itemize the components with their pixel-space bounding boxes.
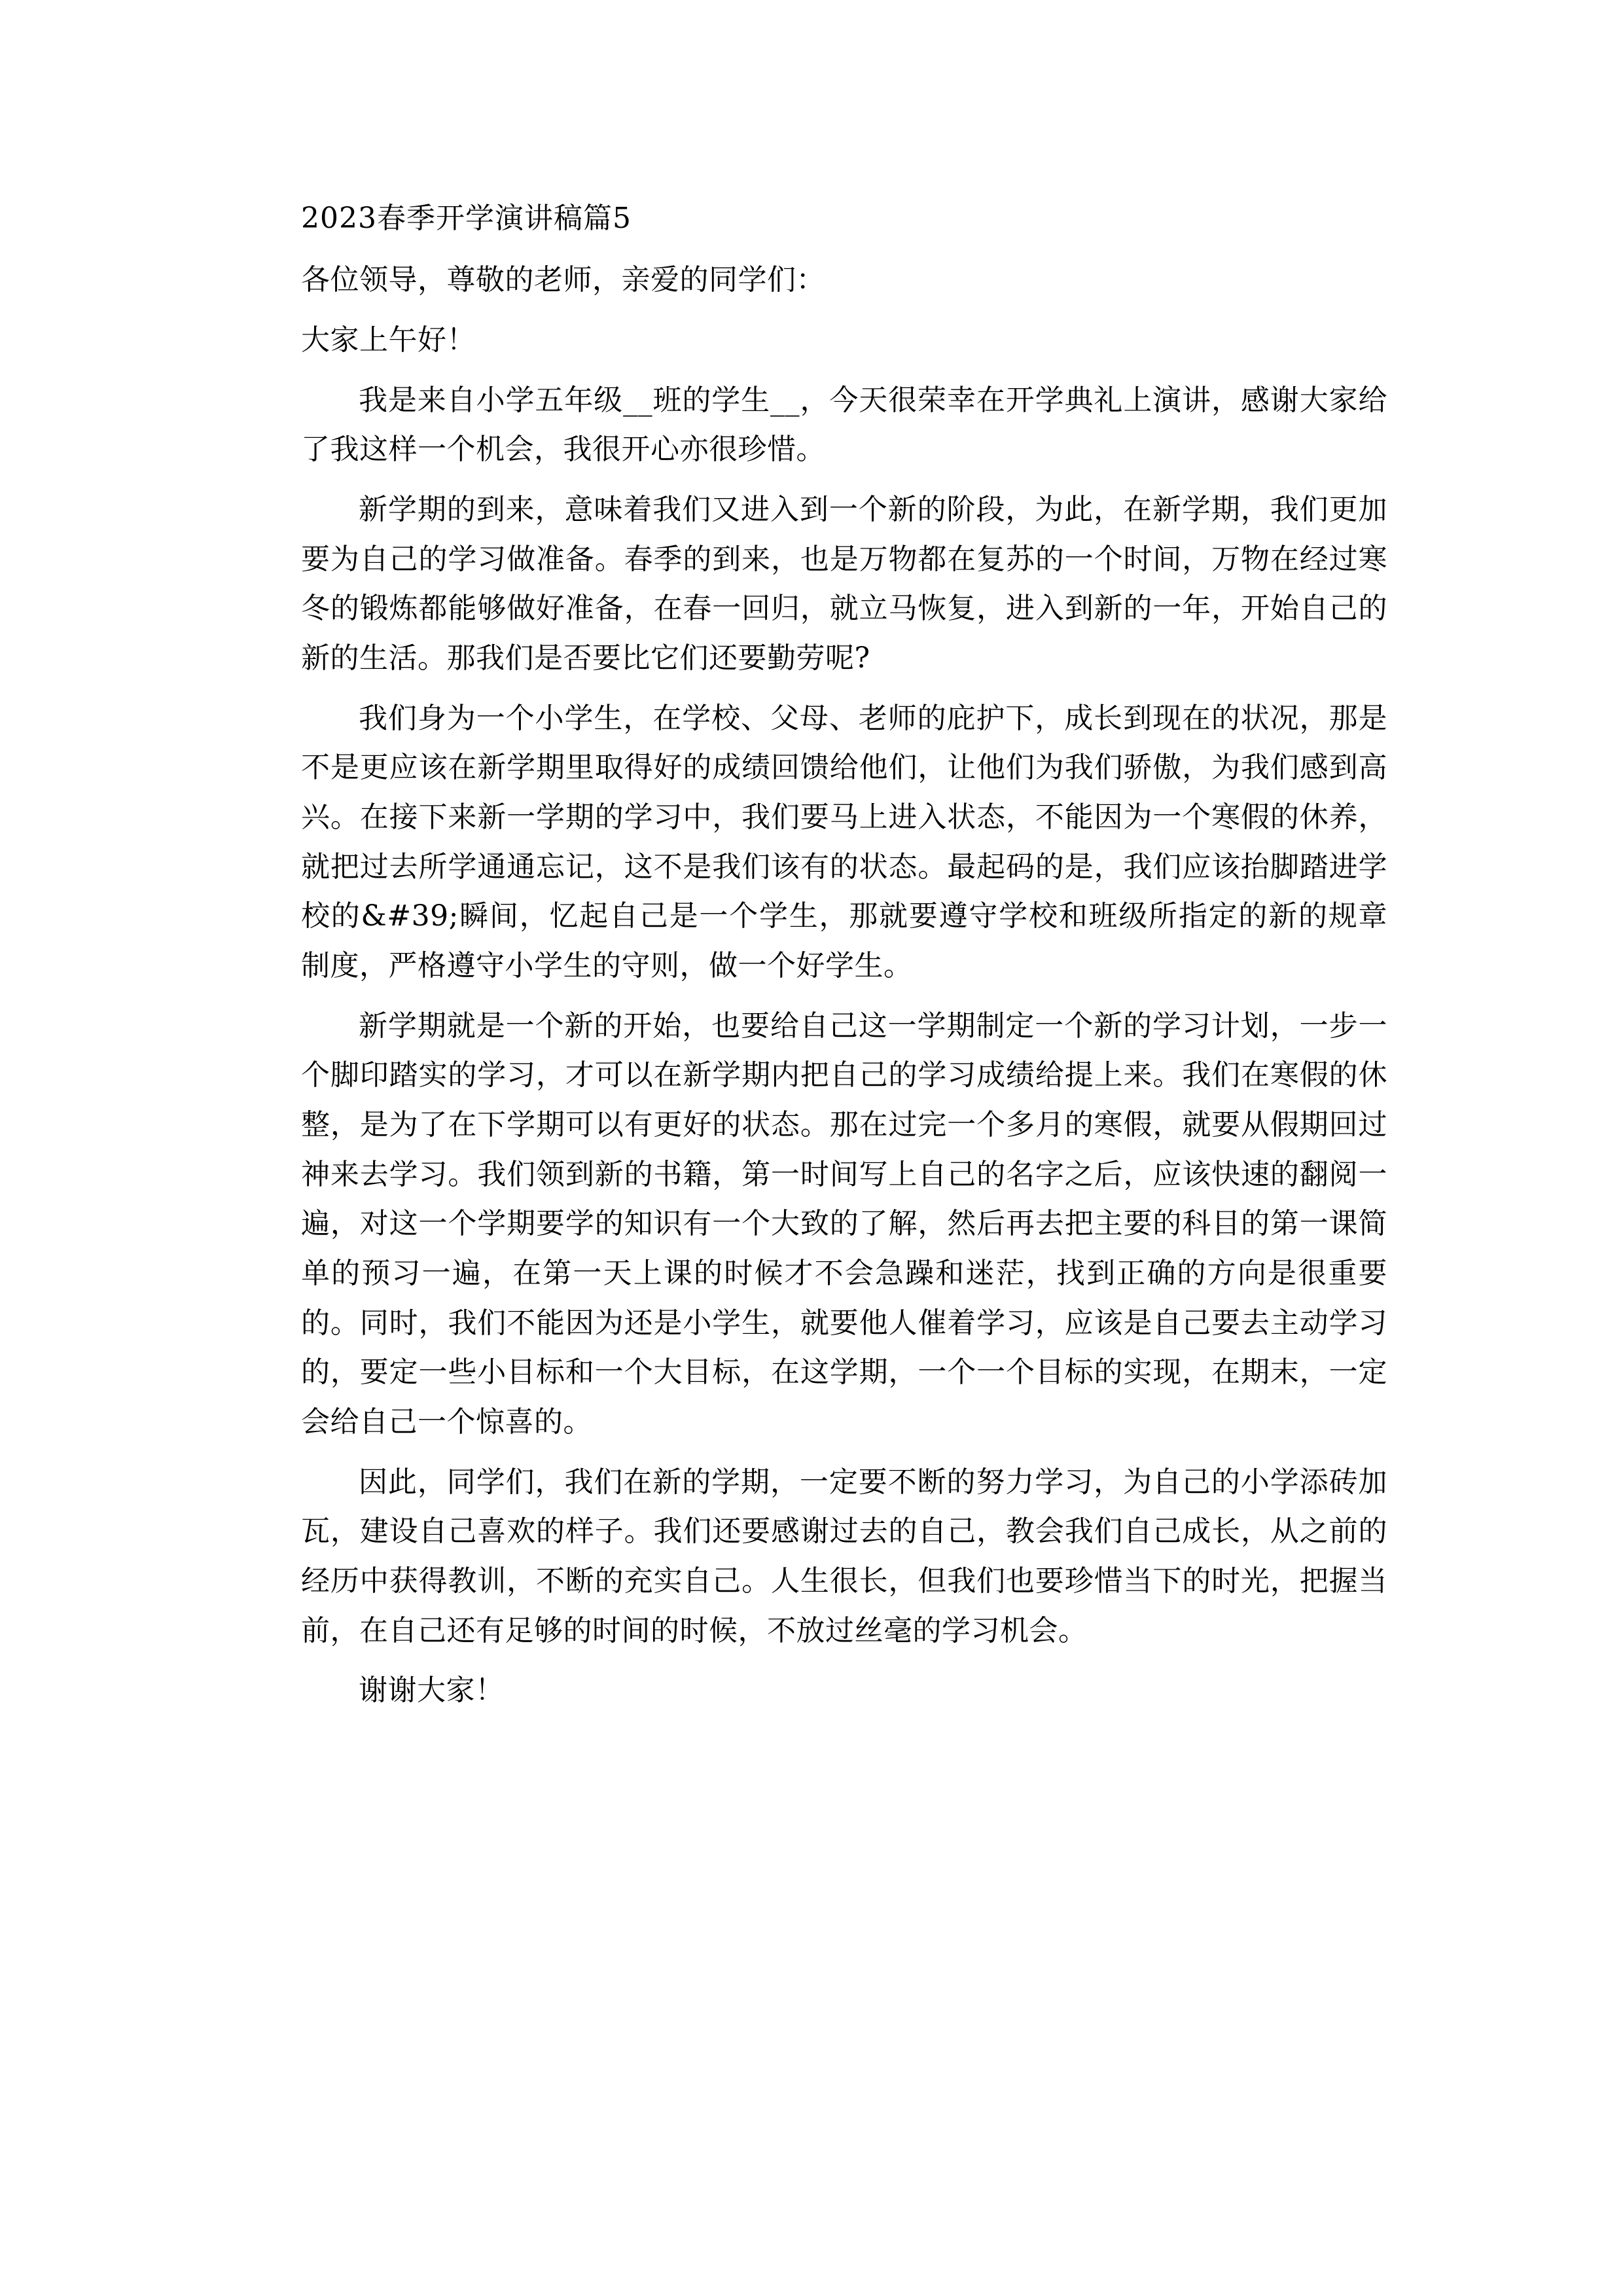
document-body	[301, 196, 1387, 1726]
paragraph-conclusion: 因此，同学们，我们在新的学期，一定要不断的努力学习，为自己的小学添砖加瓦，建设自己喜欢的样子。我们还要感谢过去的自己，教会我们自己成长，从之前的经历中获得教训，不断的充实自己。人生很长，但我们也要珍惜当下的时光，把握当前，在自己还有足够的时间的时候，不放过丝毫的学习机会。	[301, 1465, 1387, 1647]
paragraph-introduction: 我是来自小学五年级__班的学生__，今天很荣幸在开学典礼上演讲，感谢大家给了我这样一个机会，我很开心亦很珍惜。	[301, 383, 1387, 467]
closing-thanks: 谢谢大家！	[359, 1674, 505, 1708]
paragraph-new-term: 新学期的到来，意味着我们又进入到一个新的阶段，为此，在新学期，我们更加要为自己的学习做准备。春季的到来，也是万物都在复苏的一个时间，万物在经过寒冬的锻炼都能够做好准备，在春一回归，就立马恢复，进入到新的一年，开始自己的新的生活。那我们是否要比它们还要勤劳呢?	[301, 492, 1387, 675]
paragraph-as-pupils: 我们身为一个小学生，在学校、父母、老师的庇护下，成长到现在的状况，那是不是更应该在新学期里取得好的成绩回馈给他们，让他们为我们骄傲，为我们感到高兴。在接下来新一学期的学习中，我们要马上进入状态，不能因为一个寒假的休养，就把过去所学通通忘记，这不是我们该有的状态。最起码的是，我们应该抬脚踏进学校的&#39;瞬间，忆起自己是一个学生，那就要遵守学校和班级所指定的新的规章制度，严格遵守小学生的守则，做一个好学生。	[301, 701, 1387, 982]
document-title: 2023春季开学演讲稿篇5	[301, 202, 632, 235]
salutation-line: 各位领导，尊敬的老师，亲爱的同学们：	[301, 263, 825, 297]
greeting-line: 大家上午好！	[301, 323, 476, 357]
paragraph-study-plan: 新学期就是一个新的开始，也要给自己这一学期制定一个新的学习计划，一步一个脚印踏实的学习，才可以在新学期内把自己的学习成绩给提上来。我们在寒假的休整，是为了在下学期可以有更好的状态。那在过完一个多月的寒假，就要从假期回过神来去学习。我们领到新的书籍，第一时间写上自己的名字之后，应该快速的翻阅一遍，对这一个学期要学的知识有一个大致的了解，然后再去把主要的科目的第一课简单的预习一遍，在第一天上课的时候才不会急躁和迷茫，找到正确的方向是很重要的。同时，我们不能因为还是小学生，就要他人催着学习，应该是自己要去主动学习的，要定一些小目标和一个大目标，在这学期，一个一个目标的实现，在期末，一定会给自己一个惊喜的。	[301, 1009, 1387, 1439]
